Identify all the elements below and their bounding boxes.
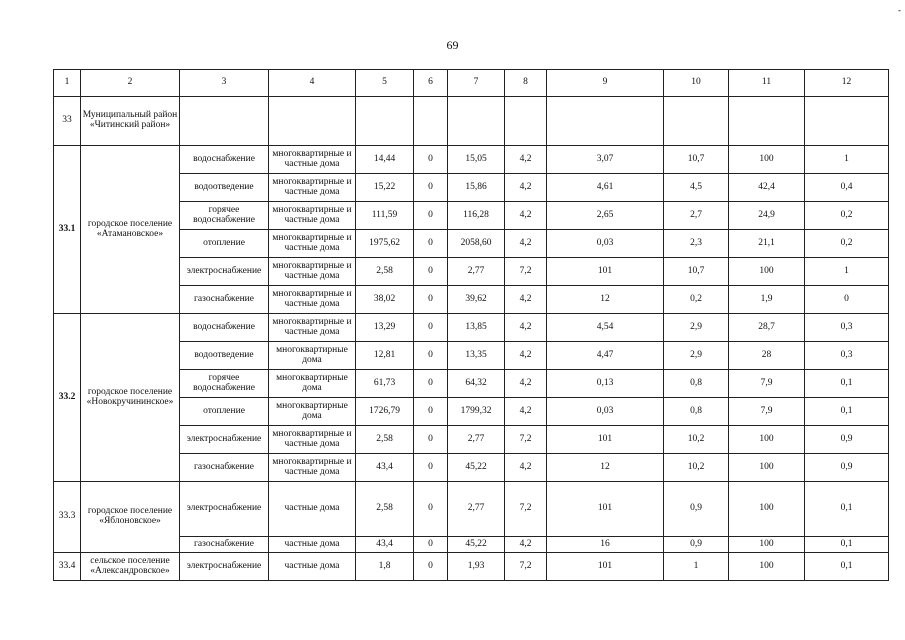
housing-type-cell: многоквартирные и частные дома (269, 174, 356, 202)
housing-type-cell: многоквартирные дома (269, 342, 356, 370)
value-cell: 0 (414, 146, 448, 174)
value-cell: 2,3 (664, 230, 729, 258)
value-cell: 15,22 (356, 174, 414, 202)
value-cell: 2058,60 (448, 230, 505, 258)
service-cell: водоотведение (180, 342, 269, 370)
header-cell: 7 (448, 70, 505, 97)
value-cell: 101 (547, 426, 664, 454)
value-cell: 45,22 (448, 537, 505, 553)
value-cell: 45,22 (448, 454, 505, 482)
housing-type-cell: многоквартирные и частные дома (269, 454, 356, 482)
housing-type-cell: частные дома (269, 482, 356, 537)
group-number: 33.1 (54, 146, 81, 314)
value-cell: 2,65 (547, 202, 664, 230)
value-cell: 100 (729, 146, 805, 174)
value-cell: 4,2 (505, 146, 547, 174)
value-cell: 0 (805, 286, 889, 314)
value-cell: 2,58 (356, 426, 414, 454)
header-cell: 10 (664, 70, 729, 97)
service-cell: электроснабжение (180, 258, 269, 286)
value-cell: 1,8 (356, 553, 414, 581)
service-cell: газоснабжение (180, 286, 269, 314)
value-cell: 0,3 (805, 342, 889, 370)
value-cell: 4,2 (505, 286, 547, 314)
table-row (54, 230, 889, 258)
value-cell: 0,9 (805, 454, 889, 482)
value-cell: 1726,79 (356, 398, 414, 426)
value-cell: 39,62 (448, 286, 505, 314)
value-cell: 0 (414, 398, 448, 426)
header-cell: 4 (269, 70, 356, 97)
value-cell: 10,2 (664, 454, 729, 482)
header-cell: 12 (805, 70, 889, 97)
header-cell: 1 (54, 70, 81, 97)
value-cell: 4,2 (505, 230, 547, 258)
value-cell: 111,59 (356, 202, 414, 230)
table-row (54, 398, 889, 426)
group-name: городское поселение «Новокручининское» (81, 314, 180, 482)
value-cell: 13,35 (448, 342, 505, 370)
value-cell: 0,1 (805, 537, 889, 553)
value-cell: 0 (414, 258, 448, 286)
value-cell: 7,2 (505, 258, 547, 286)
value-cell: 2,9 (664, 342, 729, 370)
value-cell: 0 (414, 230, 448, 258)
housing-type-cell: многоквартирные и частные дома (269, 426, 356, 454)
value-cell: 4,2 (505, 454, 547, 482)
housing-type-cell: многоквартирные и частные дома (269, 202, 356, 230)
value-cell: 100 (729, 553, 805, 581)
value-cell: 0 (414, 454, 448, 482)
housing-type-cell: многоквартирные и частные дома (269, 258, 356, 286)
value-cell: 43,4 (356, 537, 414, 553)
page-number: 69 (446, 38, 459, 52)
value-cell: 0 (414, 537, 448, 553)
value-cell: 4,2 (505, 314, 547, 342)
table-row (54, 314, 889, 342)
value-cell: 7,9 (729, 398, 805, 426)
value-cell: 1 (664, 553, 729, 581)
value-cell: 0,03 (547, 230, 664, 258)
table-row (54, 370, 889, 398)
table-row (54, 454, 889, 482)
section-number: 33 (54, 97, 81, 146)
tariff-table (53, 69, 889, 581)
value-cell: 2,77 (448, 426, 505, 454)
value-cell: 0 (414, 482, 448, 537)
header-cell: 2 (81, 70, 180, 97)
service-cell: электроснабжение (180, 426, 269, 454)
value-cell: 116,28 (448, 202, 505, 230)
value-cell: 7,9 (729, 370, 805, 398)
table-row (54, 342, 889, 370)
value-cell: 7,2 (505, 426, 547, 454)
value-cell: 4,54 (547, 314, 664, 342)
value-cell: 15,86 (448, 174, 505, 202)
value-cell: 0 (414, 370, 448, 398)
value-cell: 12,81 (356, 342, 414, 370)
value-cell: 1975,62 (356, 230, 414, 258)
value-cell: 100 (729, 482, 805, 537)
value-cell: 38,02 (356, 286, 414, 314)
value-cell: 13,85 (448, 314, 505, 342)
header-row (54, 70, 889, 97)
housing-type-cell: многоквартирные и частные дома (269, 146, 356, 174)
value-cell: 4,61 (547, 174, 664, 202)
value-cell: 7,2 (505, 553, 547, 581)
value-cell: 1,9 (729, 286, 805, 314)
group-name: сельское поселение «Александровское» (81, 553, 180, 581)
service-cell: электроснабжение (180, 553, 269, 581)
value-cell: 0,13 (547, 370, 664, 398)
value-cell: 0,1 (805, 482, 889, 537)
service-cell: газоснабжение (180, 537, 269, 553)
header-cell: 3 (180, 70, 269, 97)
service-cell: газоснабжение (180, 454, 269, 482)
section-row (54, 97, 889, 146)
value-cell: 0,2 (805, 230, 889, 258)
housing-type-cell: многоквартирные дома (269, 370, 356, 398)
group-name: городское поселение «Атамановское» (81, 146, 180, 314)
value-cell: 42,4 (729, 174, 805, 202)
value-cell: 0,2 (805, 202, 889, 230)
housing-type-cell: многоквартирные дома (269, 398, 356, 426)
service-cell: водоснабжение (180, 314, 269, 342)
service-cell: электроснабжение (180, 482, 269, 537)
header-cell: 9 (547, 70, 664, 97)
value-cell: 2,77 (448, 482, 505, 537)
value-cell: 10,7 (664, 146, 729, 174)
value-cell: 0 (414, 314, 448, 342)
table-row (54, 202, 889, 230)
housing-type-cell: частные дома (269, 537, 356, 553)
value-cell: 1 (805, 258, 889, 286)
housing-type-cell: частные дома (269, 553, 356, 581)
value-cell: 4,5 (664, 174, 729, 202)
value-cell: 28,7 (729, 314, 805, 342)
table-row (54, 537, 889, 553)
housing-type-cell: многоквартирные и частные дома (269, 230, 356, 258)
value-cell: 2,7 (664, 202, 729, 230)
value-cell: 4,2 (505, 370, 547, 398)
service-cell: водоснабжение (180, 146, 269, 174)
value-cell: 24,9 (729, 202, 805, 230)
value-cell: 0,3 (805, 314, 889, 342)
value-cell: 4,47 (547, 342, 664, 370)
value-cell: 0,4 (805, 174, 889, 202)
value-cell: 0 (414, 202, 448, 230)
value-cell: 16 (547, 537, 664, 553)
value-cell: 0,9 (805, 426, 889, 454)
value-cell: 2,58 (356, 258, 414, 286)
header-cell: 11 (729, 70, 805, 97)
value-cell: 0,2 (664, 286, 729, 314)
value-cell: 43,4 (356, 454, 414, 482)
table-row (54, 553, 889, 581)
housing-type-cell: многоквартирные и частные дома (269, 314, 356, 342)
service-cell: отопление (180, 230, 269, 258)
value-cell: 0 (414, 174, 448, 202)
service-cell: горячее водоснабжение (180, 202, 269, 230)
value-cell: 64,32 (448, 370, 505, 398)
value-cell: 0,9 (664, 482, 729, 537)
value-cell: 101 (547, 553, 664, 581)
value-cell: 1799,32 (448, 398, 505, 426)
value-cell: 0,1 (805, 553, 889, 581)
value-cell: 4,2 (505, 202, 547, 230)
value-cell: 100 (729, 426, 805, 454)
value-cell: 2,77 (448, 258, 505, 286)
value-cell: 0,8 (664, 398, 729, 426)
section-name: Муниципальный район «Читинский район» (81, 97, 180, 146)
value-cell: 0,1 (805, 370, 889, 398)
value-cell: 0,9 (664, 537, 729, 553)
value-cell: 1 (805, 146, 889, 174)
value-cell: 12 (547, 454, 664, 482)
value-cell: 101 (547, 482, 664, 537)
value-cell: 1,93 (448, 553, 505, 581)
group-number: 33.3 (54, 482, 81, 553)
value-cell: 100 (729, 454, 805, 482)
value-cell: 7,2 (505, 482, 547, 537)
group-number: 33.2 (54, 314, 81, 482)
value-cell: 0,03 (547, 398, 664, 426)
value-cell: 14,44 (356, 146, 414, 174)
value-cell: 4,2 (505, 398, 547, 426)
value-cell: 13,29 (356, 314, 414, 342)
value-cell: 0 (414, 553, 448, 581)
value-cell: 2,58 (356, 482, 414, 537)
value-cell: 0 (414, 286, 448, 314)
value-cell: 4,2 (505, 174, 547, 202)
value-cell: 21,1 (729, 230, 805, 258)
housing-type-cell: многоквартирные и частные дома (269, 286, 356, 314)
value-cell: 28 (729, 342, 805, 370)
value-cell: 0 (414, 342, 448, 370)
header-cell: 8 (505, 70, 547, 97)
table-row (54, 258, 889, 286)
value-cell: 100 (729, 258, 805, 286)
service-cell: водоотведение (180, 174, 269, 202)
table-row (54, 426, 889, 454)
value-cell: 0,8 (664, 370, 729, 398)
value-cell: 4,2 (505, 537, 547, 553)
value-cell: 61,73 (356, 370, 414, 398)
value-cell: 0 (414, 426, 448, 454)
value-cell: 100 (729, 537, 805, 553)
table-row (54, 146, 889, 174)
value-cell: 10,7 (664, 258, 729, 286)
table-row (54, 286, 889, 314)
header-cell: 5 (356, 70, 414, 97)
header-cell: 6 (414, 70, 448, 97)
value-cell: 10,2 (664, 426, 729, 454)
value-cell: 15,05 (448, 146, 505, 174)
group-name: городское поселение «Яблоновское» (81, 482, 180, 553)
value-cell: 4,2 (505, 342, 547, 370)
value-cell: 3,07 (547, 146, 664, 174)
value-cell: 101 (547, 258, 664, 286)
value-cell: 12 (547, 286, 664, 314)
value-cell: 0,1 (805, 398, 889, 426)
service-cell: отопление (180, 398, 269, 426)
group-number: 33.4 (54, 553, 81, 581)
service-cell: горячее водоснабжение (180, 370, 269, 398)
corner-mark: - (898, 5, 901, 15)
table-row (54, 482, 889, 537)
value-cell: 2,9 (664, 314, 729, 342)
table-row (54, 174, 889, 202)
